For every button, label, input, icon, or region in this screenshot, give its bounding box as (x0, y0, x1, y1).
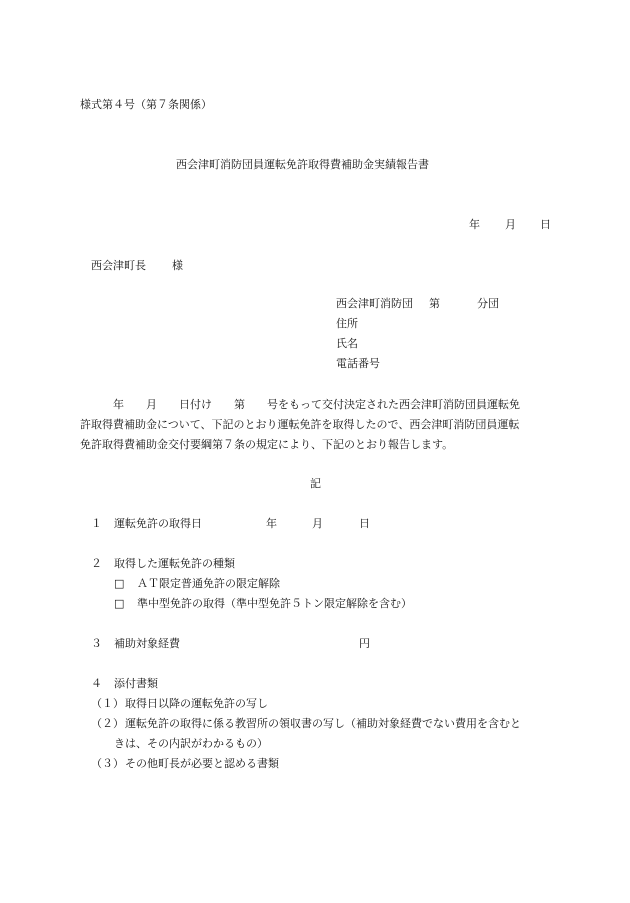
doc-3-text: その他町長が必要と認める書類 (125, 757, 279, 770)
form-label: 様式第４号（第７条関係） (80, 98, 212, 111)
ki-heading: 記 (310, 477, 321, 490)
item-1-number: １ (91, 517, 102, 530)
item-1-day: 日 (359, 517, 370, 530)
doc-2-text-line-1: 運転免許の取得に係る教習所の領収書の写し（補助対象経費でない費用を含むと (125, 717, 521, 730)
item-3-label: 補助対象経費 (114, 637, 180, 650)
checkbox-at-limited[interactable]: □ (114, 577, 125, 590)
checkbox-semi-medium[interactable]: □ (114, 597, 125, 610)
document-title: 西会津町消防団員運転免許取得費補助金実績報告書 (176, 158, 429, 171)
doc-1-number: （１） (91, 697, 124, 710)
item-3-number: ３ (91, 637, 102, 650)
applicant-bundan: 分団 (477, 297, 499, 310)
body-line-3: 免許取得費補助金交付要綱第７条の規定により、下記のとおり報告します。 (80, 438, 454, 451)
body-paragraph (80, 395, 552, 455)
addressee-honorific: 様 (172, 259, 183, 272)
item-2-number: ２ (91, 557, 102, 570)
doc-3-number: （３） (91, 757, 124, 770)
doc-2-text-line-2: きは、その内訳がわかるもの） (114, 737, 268, 750)
doc-2-number: （２） (91, 717, 124, 730)
item-1-label: 運転免許の取得日 (114, 517, 202, 530)
date-month: 月 (505, 218, 516, 231)
applicant-address-label: 住所 (336, 317, 358, 330)
option-semi-medium-label: 準中型免許の取得（準中型免許５トン限定解除を含む） (137, 597, 412, 610)
body-line-2: 許取得費補助金について、下記のとおり運転免許を取得したので、西会津町消防団員運転 (80, 418, 520, 431)
doc-1-text: 取得日以降の運転免許の写し (125, 697, 268, 710)
applicant-phone-label: 電話番号 (336, 357, 380, 370)
addressee-name: 西会津町長 (91, 259, 146, 272)
item-4-number: ４ (91, 677, 102, 690)
date-year: 年 (469, 218, 480, 231)
item-2-label: 取得した運転免許の種類 (114, 557, 235, 570)
applicant-dai: 第 (429, 297, 440, 310)
applicant-org: 西会津町消防団 (336, 297, 413, 310)
item-3-unit: 円 (359, 637, 370, 650)
item-1-month: 月 (312, 517, 323, 530)
item-1-year: 年 (266, 517, 277, 530)
option-at-limited-label: ＡＴ限定普通免許の限定解除 (137, 577, 280, 590)
applicant-name-label: 氏名 (336, 337, 358, 350)
body-line-1: 年 月 日付け 第 号をもって交付決定された西会津町消防団員運転免 (113, 398, 520, 411)
item-4-label: 添付書類 (114, 677, 158, 690)
date-day: 日 (540, 218, 551, 231)
